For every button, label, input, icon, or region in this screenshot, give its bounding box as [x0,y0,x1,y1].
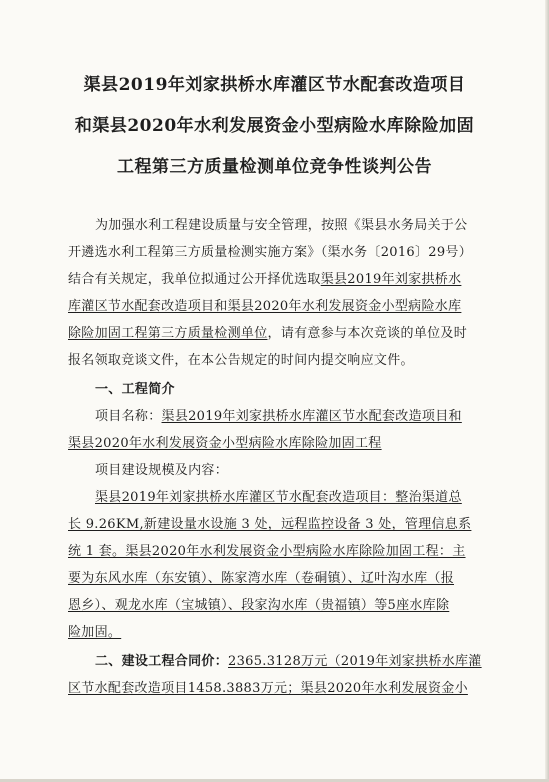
scale-line-4: 要为东风水库（东安镇）、陈家湾水库（卷硐镇）、辽叶沟水库（报 [68,571,455,586]
intro-line-5-underlined: 除险加固工程第三方质量检测单位 [68,326,268,341]
scale-line-2: 长 9.26KM,新建设量水设施 3 处，远程监控设备 3 处，管理信息系 [68,517,472,532]
section-2-heading: 二、建设工程合同价： [95,654,229,669]
scale-line-5: 恩乡）、观龙水库（宝城镇）、段家沟水库（贵福镇）等5座水库除 [68,598,450,613]
intro-line-3-text: 结合有关规定，我单位拟通过公开择优选取 [68,272,321,287]
project-name-line-1 [95,405,462,424]
intro-line-2: 开遴选水利工程第三方质量检测实施方案》（渠水务〔2016〕29号） [68,245,473,260]
section-2-line-2: 区节水配套改造项目1458.3883万元；渠县2020年水利发展资金小 [68,681,468,696]
section-1-heading: 一、工程简介 [95,382,175,397]
intro-line-6: 报名领取竞谈文件，在本公告规定的时间内提交响应文件。 [68,353,414,368]
intro-line-5 [68,322,467,341]
intro-line-3 [68,268,461,287]
title-line-1: 渠县2019年刘家拱桥水库灌区节水配套改造项目 [83,75,466,95]
project-name-line-2: 渠县2020年水利发展资金小型病险水库除险加固工程 [68,436,382,451]
project-name-value-a: 渠县2019年刘家拱桥水库灌区节水配套改造项目和 [161,409,462,424]
title-line-2: 和渠县2020年水利发展资金小型病险水库除险加固 [74,116,475,136]
scale-line-3: 统 1 套。渠县2020年水利发展资金小型病险水库除险加固工程：主 [68,544,466,559]
scale-line-6: 险加固。 [68,625,122,640]
title-line-3: 工程第三方质量检测单位竞争性谈判公告 [117,157,432,177]
page-edge-shadow [545,0,549,782]
intro-line-5-text: ，请有意参与本次竞谈的单位及时 [267,326,468,341]
scale-line-1: 渠县2019年刘家拱桥水库灌区节水配套改造项目：整治渠道总 [95,490,462,505]
intro-line-3-underlined: 渠县2019年刘家拱桥水 [320,272,462,287]
intro-line-1: 为加强水利工程建设质量与安全管理，按照《渠县水务局关于公 [95,218,468,233]
contract-price-value: 2365.3128万元（2019年刘家拱桥水库灌 [228,654,482,669]
project-name-label: 项目名称： [95,409,162,424]
scale-label: 项目建设规模及内容： [95,463,229,478]
intro-line-4: 库灌区节水配套改造项目和渠县2020年水利发展资金小型病险水库 [68,299,462,314]
section-2-line-1 [95,650,482,669]
